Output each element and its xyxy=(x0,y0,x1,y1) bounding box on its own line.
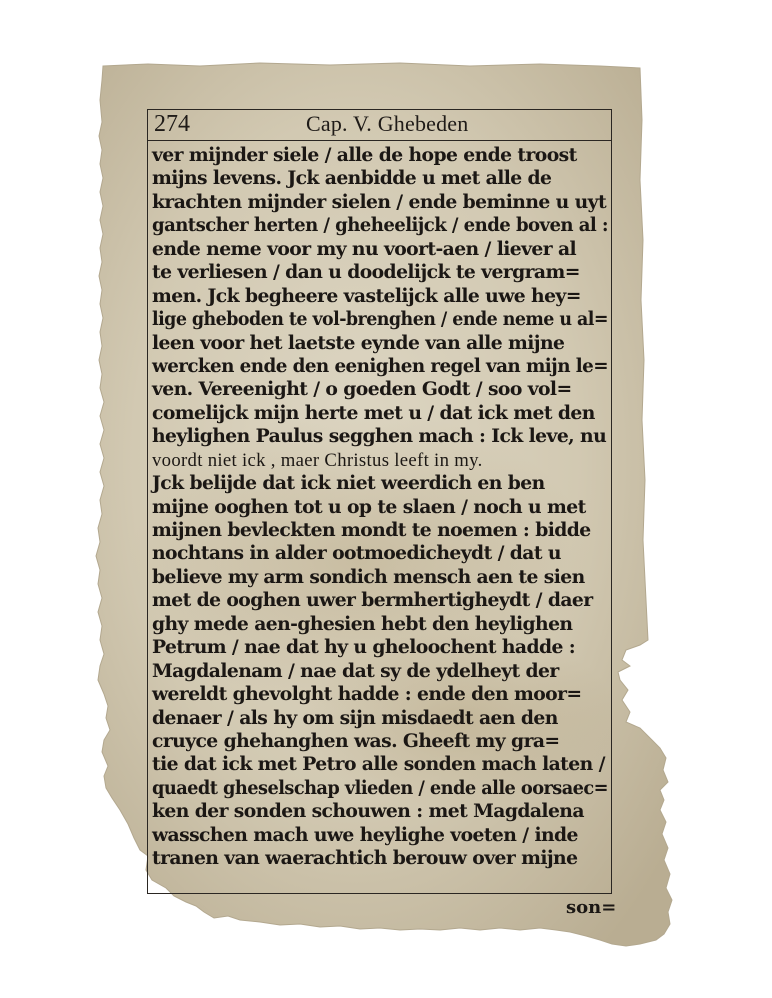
text-line: wasschen mach uwe heylighe voeten / inde xyxy=(152,823,578,846)
header-rule-bottom xyxy=(147,140,612,141)
text-line: men. Jck begheere vastelijck alle uwe hey= xyxy=(152,284,581,307)
running-head: Cap. V. Ghebeden xyxy=(306,111,469,136)
text-line: tranen van waerachtich berouw over mijne xyxy=(152,847,578,870)
text-line: lige gheboden te vol-brenghen / ende neme u al= xyxy=(152,308,608,331)
text-line: ken der sonden schouwen : met Magdalena xyxy=(152,800,584,823)
body-text xyxy=(152,144,614,871)
frame-bottom-rule xyxy=(147,893,612,894)
text-line: met de ooghen uwer bermhertigheydt / daer xyxy=(152,589,593,612)
text-line: Magdalenam / nae dat sy de ydelheyt der xyxy=(152,659,559,682)
text-line: wereldt ghevolght hadde : ende den moor= xyxy=(152,683,582,706)
text-line: mijnen bevleckten mondt te noemen : bidde xyxy=(152,519,591,541)
text-line-roman: voordt niet ick , maer Christus leeft in my. xyxy=(152,449,483,471)
text-line: ghy mede aen-ghesien hebt den heylighen xyxy=(152,612,573,635)
text-line: nochtans in alder ootmoedicheydt / dat u xyxy=(152,542,561,565)
frame-left-rule xyxy=(147,109,148,893)
page-number: 274 xyxy=(154,111,190,137)
header-rule-top xyxy=(147,109,612,110)
text-line: mijns levens. Jck aenbidde u met alle de xyxy=(152,167,552,190)
text-line: wercken ende den eenighen regel van mijn le= xyxy=(152,354,608,377)
text-line: te verliesen / dan u doodelijck te vergram= xyxy=(152,261,580,284)
text-line: Jck belijde dat ick niet weerdich en ben xyxy=(152,472,545,495)
text-line: mijne ooghen tot u op te slaen / noch u met xyxy=(152,495,586,518)
text-line: ver mijnder siele / alle de hope ende troost xyxy=(152,144,577,166)
text-line: heylighen Paulus segghen mach : Ick leve, nu xyxy=(152,425,607,448)
catchword: son= xyxy=(566,897,617,918)
text-line: krachten mijnder sielen / ende beminne u uyt xyxy=(152,190,607,213)
text-line: gantscher herten / gheheelijck / ende boven al : xyxy=(152,214,609,237)
text-line: Petrum / nae dat hy u gheloochent hadde : xyxy=(152,636,576,659)
text-line: comelijck mijn herte met u / dat ick met den xyxy=(152,401,595,424)
text-line: cruyce ghehanghen was. Gheeft my gra= xyxy=(152,729,560,752)
text-line: quaedt gheselschap vlieden / ende alle oorsaec= xyxy=(152,776,609,799)
text-line: tie dat ick met Petro alle sonden mach laten / xyxy=(152,753,605,776)
text-line: denaer / als hy om sijn misdaedt aen den xyxy=(152,706,558,729)
text-line: ende neme voor my nu voort-aen / liever al xyxy=(152,237,577,260)
text-line: believe my arm sondich mensch aen te sien xyxy=(152,565,585,588)
text-line: ven. Vereenight / o goeden Godt / soo vol= xyxy=(152,378,572,401)
text-line: leen voor het laetste eynde van alle mijne xyxy=(152,331,565,354)
